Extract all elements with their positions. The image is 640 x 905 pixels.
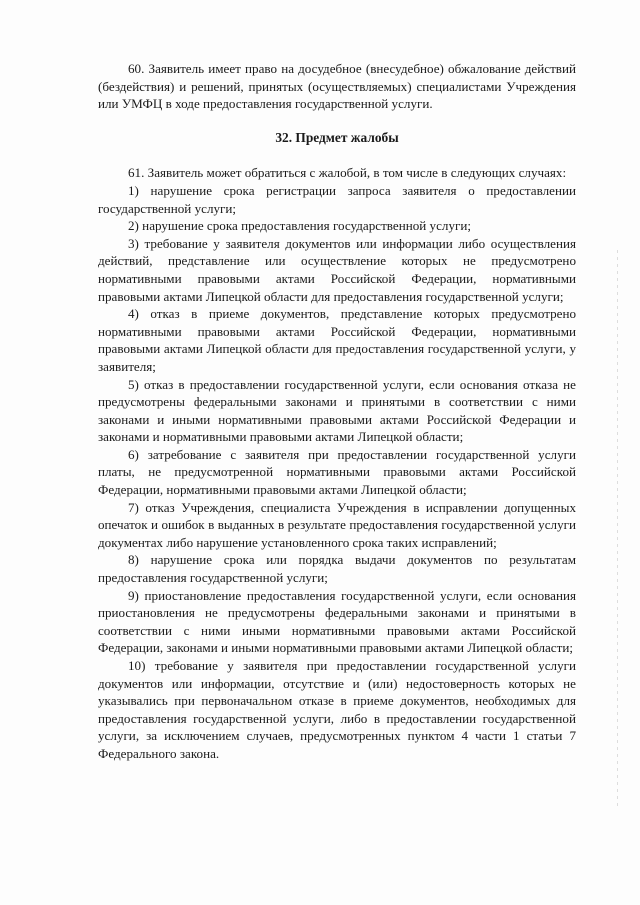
paragraph-61-lead: 61. Заявитель может обратиться с жалобой, в том числе в следующих случаях: — [128, 165, 567, 181]
paragraph-60: 60. Заявитель имеет право на досудебное (внесудебное) обжалование действий (бездействия) и решений, принятых (осуществляемых) специалистами Учреждения или УМФЦ в ходе предоставления государственной услуги. — [98, 61, 576, 112]
complaint-cases-list — [98, 182, 576, 763]
document-body — [98, 60, 576, 763]
list-item: 10) требование у заявителя при предоставлении государственной услуги документов или информации, отсутствие и (или) недостоверность которых не указывались при первоначальном отказе в приеме документов, необходимых для предоставления государственной услуги, либо в предоставлении государственной услуги, за исключением случаев, предусмотренных пунктом 4 части 1 статьи 7 Федерального закона. — [98, 658, 576, 761]
list-item: 7) отказ Учреждения, специалиста Учреждения в исправлении допущенных опечаток и ошибок в выданных в результате предоставления государственной услуги документах либо нарушение установленного срока таких исправлений; — [98, 499, 576, 550]
scan-artifact-line — [617, 250, 618, 810]
list-item: 8) нарушение срока или порядка выдачи документов по результатам предоставления государственной услуги; — [98, 552, 576, 586]
list-item: 1) нарушение срока регистрации запроса заявителя о предоставлении государственной услуги; — [98, 182, 576, 216]
list-item: 5) отказ в предоставлении государственной услуги, если основания отказа не предусмотрены федеральными законами и принятыми в соответствии с ними законами и иными нормативными правовыми актами Российской Федерации и законами и нормативными правовыми актами Липецкой области; — [98, 376, 576, 445]
list-item: 9) приостановление предоставления государственной услуги, если основания приостановления не предусмотрены федеральными законами и принятыми в соответствии с ними иными нормативными правовыми актами Российской Федерации, законами и иными нормативными правовыми актами Липецкой области; — [98, 587, 576, 656]
list-item: 2) нарушение срока предоставления государственной услуги; — [128, 218, 472, 234]
list-item: 3) требование у заявителя документов или информации либо осуществления действий, представление или осуществление которых не предусмотрено нормативными правовыми актами Российской Федерации, нормативными правовыми актами Липецкой области для предоставления государственной услуги; — [98, 235, 576, 304]
section-heading: 32. Предмет жалобы — [275, 129, 399, 145]
list-item: 4) отказ в приеме документов, представление которых предусмотрено нормативными правовыми актами Российской Федерации, нормативными правовыми актами Липецкой области для предоставления государственной услуги, у заявителя; — [98, 306, 576, 374]
list-item: 6) затребование с заявителя при предоставлении государственной услуги платы, не предусмотренной нормативными правовыми актами Российской Федерации, нормативными правовыми актами Липецкой области; — [98, 446, 576, 498]
